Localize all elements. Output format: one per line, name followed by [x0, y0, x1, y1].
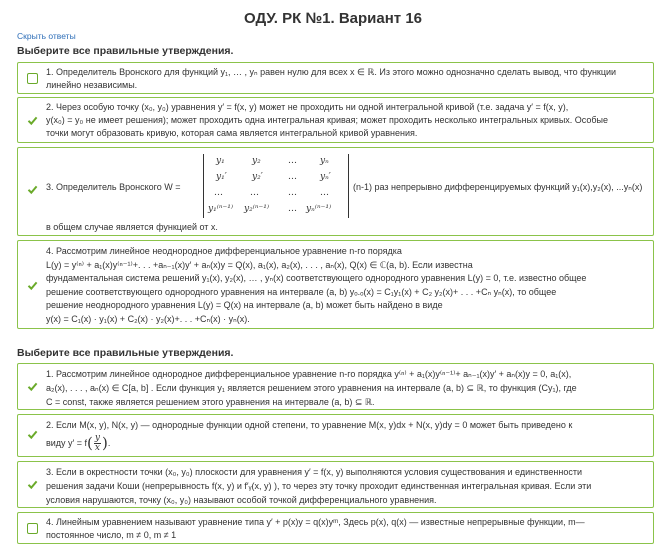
- option-text-line: в общем случае является функцией от x.: [46, 222, 218, 232]
- option-text-line: точки могут образовать кривую, которая сама является интегральной кривой уравнения.: [46, 128, 418, 138]
- matrix-cell: y₂′: [252, 172, 263, 182]
- checkmark-icon[interactable]: [27, 429, 38, 440]
- matrix-cell: yₙ′: [320, 172, 331, 182]
- section-1-heading: Выберите все правильные утверждения.: [17, 45, 234, 57]
- option-text-line: 4. Рассмотрим линейное неоднородное дифференциальное уравнение n-го порядка: [46, 246, 402, 256]
- matrix-cell: …: [288, 188, 297, 198]
- matrix-cell: …: [288, 204, 297, 214]
- answer-option-1-3[interactable]: [17, 147, 654, 236]
- wronskian-suffix: (n-1) раз непрерывно дифференцируемых функций y₁(x),y₂(x), ...yₙ(x): [353, 182, 643, 192]
- matrix-cell: …: [214, 188, 223, 198]
- fraction-denominator: x: [94, 443, 100, 453]
- option-text-line: линейно независимы.: [46, 80, 138, 90]
- wronskian-matrix: [203, 154, 349, 218]
- option-text-line: y(x₀) = y₀ не имеет решения); может проходить одна интегральная кривая; может проходить несколько интегральных кривых. Особые: [46, 115, 609, 125]
- answer-option-2-4[interactable]: [17, 512, 654, 544]
- answer-option-1-1[interactable]: [17, 62, 654, 94]
- formula-suffix: .: [107, 437, 111, 448]
- option-text-line: L(y) = y⁽ⁿ⁾ + a₁(x)y⁽ⁿ⁻¹⁾+. . . +aₙ₋₁(x)y′ + aₙ(x)y = Q(x), a₁(x), a₂(x), . . . , aₙ(x), Q(x) ∈ ℂ(a, b). Если известна: [46, 259, 473, 270]
- checkmark-icon[interactable]: [27, 479, 38, 490]
- formula-prefix: виду y′ = f: [46, 437, 88, 448]
- answer-option-2-1[interactable]: [17, 363, 654, 410]
- matrix-cell: …: [320, 188, 329, 198]
- option-text-line: a₂(x), . . . , aₙ(x) ∈ C[a, b] . Если функция y₁ является решением этого уравнения на интервале (a, b) ⊆ ℝ, то функция (Cy₁), где: [46, 383, 577, 393]
- answer-option-2-2[interactable]: [17, 414, 654, 457]
- option-text-line: 2. Через особую точку (x₀, y₀) уравнения y′ = f(x, y) может не проходить ни одной интегральной кривой (т.е. задача y′ = f(x, y),: [46, 102, 569, 112]
- checkmark-icon[interactable]: [27, 115, 38, 126]
- option-text-line: решения задачи Коши (непрерывность f(x, y) и f′ᵧ(x, y) ), то через эту точку проходит единственная интегральная кривая. Если эти: [46, 481, 592, 491]
- option-text-line: 3. Если в окрестности точки (x₀, y₀) плоскости для уравнения y′ = f(x, y) выполняются условия существования и единственности: [46, 467, 582, 477]
- checkmark-icon[interactable]: [27, 184, 38, 195]
- option-text-line: решение соответствующего однородного уравнения на интервале (a, b) yₒ.ₒ(x) = C₁y₁(x) + C₂ y₂(x)+ . . . +Cₙ yₙ(x), то общее: [46, 286, 557, 297]
- option-text-line: 4. Линейным уравнением называют уравнение типа y′ + p(x)y = q(x)yᵐ, Здесь p(x), q(x) — известные непрерывные функции, m—: [46, 517, 585, 527]
- wronskian-prefix: 3. Определитель Вронского W =: [46, 182, 181, 192]
- checkmark-icon[interactable]: [27, 280, 38, 291]
- page-title: ОДУ. РК №1. Вариант 16: [243, 10, 422, 27]
- matrix-cell: y₁: [216, 156, 225, 166]
- option-text-line: 1. Определитель Вронского для функций y₁, … , yₙ равен нулю для всех x ∈ ℝ. Из этого можно однозначно сделать вывод, что функции: [46, 67, 617, 77]
- matrix-cell: yₙ⁽ⁿ⁻¹⁾: [306, 204, 332, 214]
- option-text-line: постоянное число, m ≠ 0, m ≠ 1: [46, 530, 177, 540]
- answer-option-1-4[interactable]: [17, 240, 654, 329]
- matrix-cell: y₂⁽ⁿ⁻¹⁾: [244, 204, 270, 214]
- matrix-cell: yₙ: [320, 156, 329, 166]
- checkbox-empty-icon[interactable]: [27, 523, 38, 534]
- matrix-cell: y₁′: [216, 172, 227, 182]
- option-text-line: 1. Рассмотрим линейное однородное дифференциальное уравнение n-го порядка y⁽ⁿ⁾ + a₁(x)y⁽ⁿ⁻¹⁾+ aₙ₋₁(x)y′ + aₙ(x)y = 0, a₁(x),: [46, 369, 572, 379]
- option-text-line: условия нарушаются, точку (x₀, y₀) называют особой точкой дифференциального уравнения.: [46, 495, 437, 505]
- answer-option-2-3[interactable]: [17, 461, 654, 508]
- option-text-line: y(x) = C₁(x) · y₁(x) + C₂(x) · y₂(x)+. . . +Cₙ(x) · yₙ(x).: [46, 313, 250, 324]
- checkbox-empty-icon[interactable]: [27, 73, 38, 84]
- paren-close: ): [101, 434, 108, 452]
- hide-answers-link[interactable]: Скрыть ответы: [17, 31, 76, 41]
- paren-open: (: [87, 434, 93, 452]
- checkmark-icon[interactable]: [27, 381, 38, 392]
- answer-option-1-2[interactable]: [17, 97, 654, 143]
- matrix-cell: y₂: [252, 156, 261, 166]
- option-text-line: фундаментальная система решений y₁(x), y₂(x), … , yₙ(x) соответствующего однородного уравнения L(y) = 0, т.е. известно общее: [46, 273, 587, 283]
- fraction-numerator: y: [94, 433, 100, 443]
- matrix-cell: …: [288, 172, 297, 182]
- matrix-cell: …: [250, 188, 259, 198]
- option-text-line: C = const, также является решением этого уравнения на интервале (a, b) ⊆ ℝ.: [46, 397, 375, 407]
- section-2-heading: Выберите все правильные утверждения.: [17, 347, 234, 359]
- option-text-line: решение неоднородного уравнения L(y) = Q(x) на интервале (a, b) может быть найдено в виде: [46, 300, 443, 310]
- matrix-cell: …: [288, 156, 297, 166]
- option-text-line: 2. Если M(x, y), N(x, y) — однородные функции одной степени, то уравнение M(x, y)dx + N(x, y)dy = 0 может быть приведено к: [46, 420, 573, 430]
- fraction-y-over-x: [94, 434, 101, 453]
- matrix-cell: y₁⁽ⁿ⁻¹⁾: [208, 204, 234, 214]
